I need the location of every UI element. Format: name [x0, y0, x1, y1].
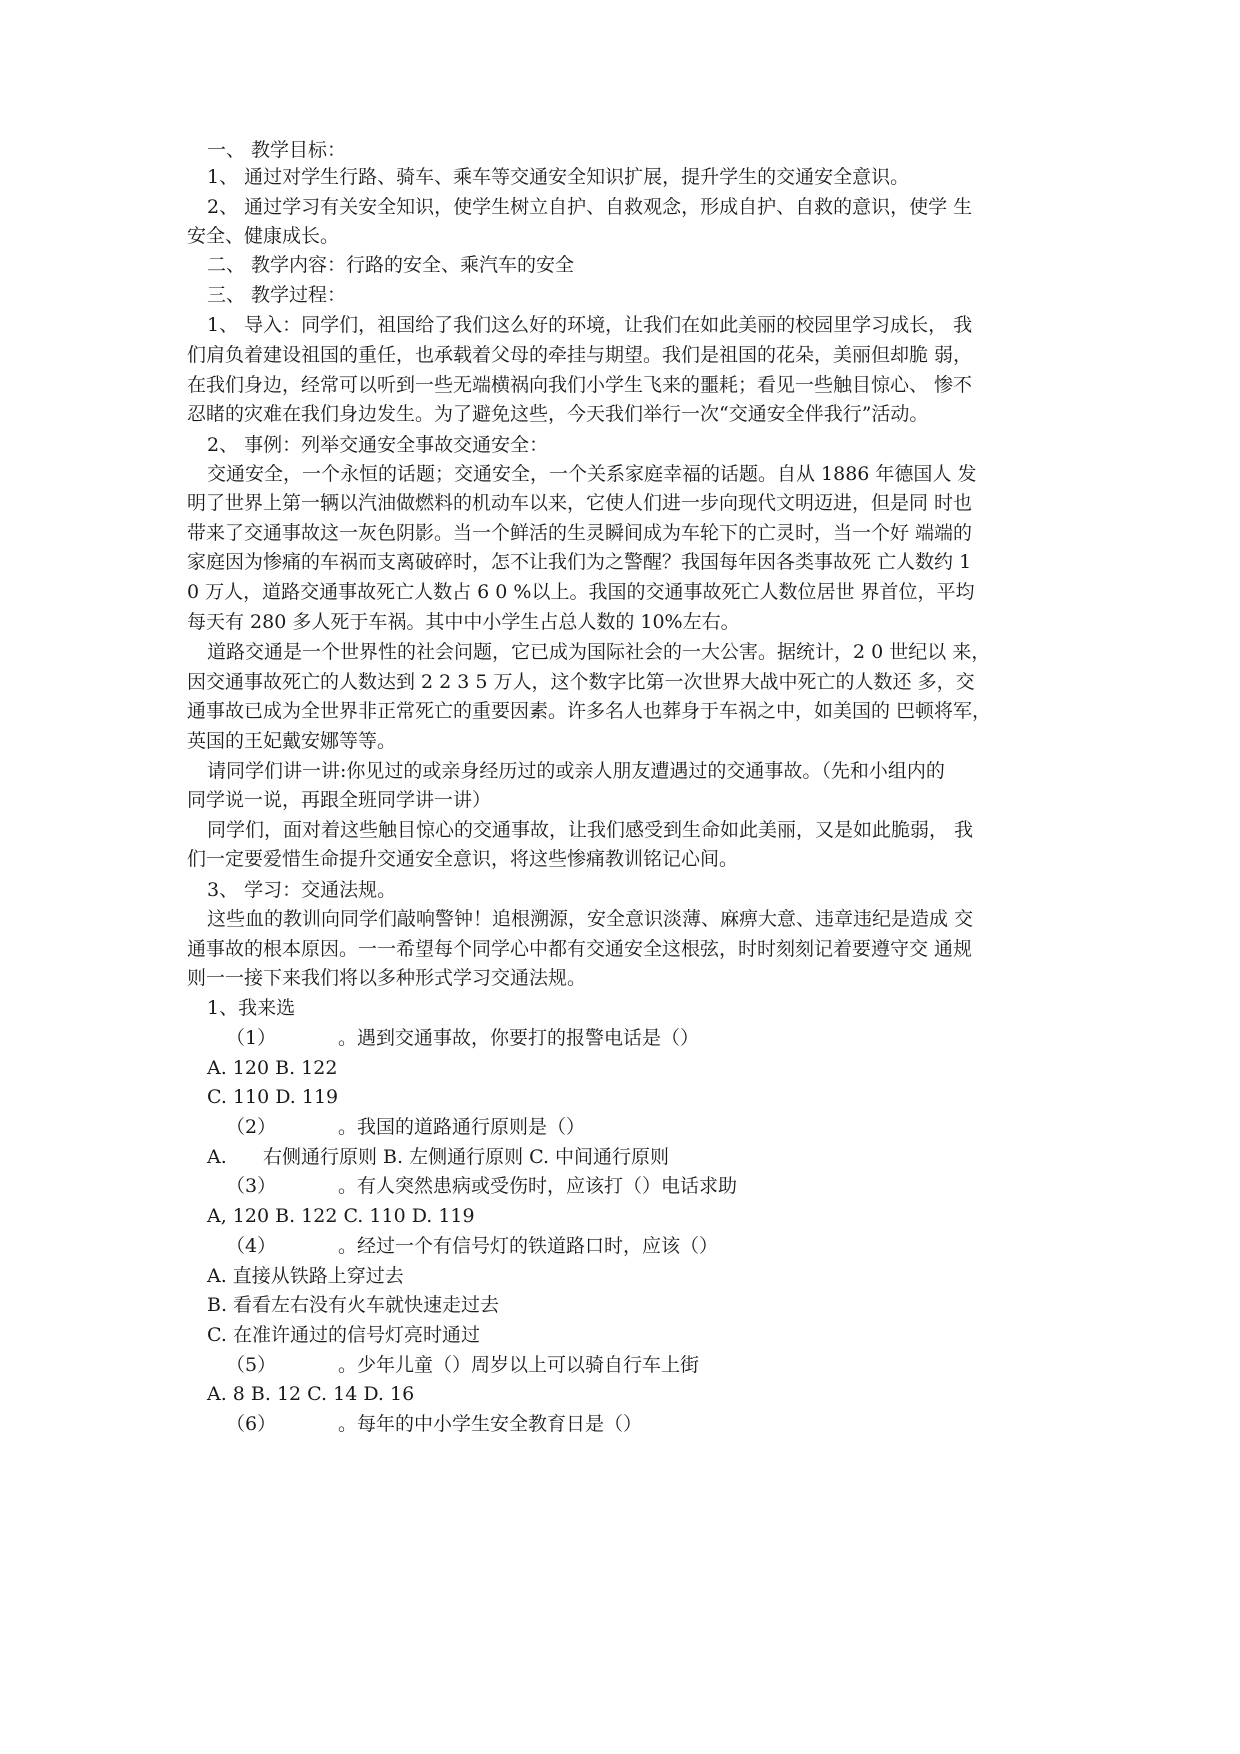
- question-3-options: A, 120 B. 122 C. 110 D. 119: [207, 1205, 475, 1227]
- question-4-option-a: A. 直接从铁路上穿过去: [207, 1265, 404, 1287]
- discussion-line-2: 同学说一说，再跟全班同学讲一讲）: [187, 789, 492, 811]
- example-heading: 2、 事例：列举交通安全事故交通安全：: [207, 434, 549, 456]
- example-para2-line-3: 通事故已成为全世界非正常死亡的重要因素。许多名人也葬身于车祸之中，如美国的 巴顿将军，: [187, 700, 992, 722]
- example-para1-line-1: 交通安全，一个永恒的话题；交通安全，一个关系家庭幸福的话题。自从 1886 年德国人 发: [207, 463, 977, 485]
- question-text: 。每年的中小学生安全教育日是（）: [338, 1413, 643, 1435]
- option-letter: A.: [207, 1146, 227, 1168]
- question-text: 。少年儿童（）周岁以上可以骑自行车上街: [338, 1354, 700, 1376]
- example-para1-line-6: 每天有 280 多人死于车祸。其中中小学生占总人数的 10%左右。: [187, 611, 740, 633]
- question-4-option-b: B. 看看左右没有火车就快速走过去: [207, 1294, 500, 1316]
- intro-line-4: 忍睹的灾难在我们身边发生。为了避免这些，今天我们举行一次“交通安全伴我行”活动。: [187, 403, 929, 425]
- example-para2-line-2: 因交通事故死亡的人数达到 2 2 3 5 万人，这个数字比第一次世界大战中死亡的人数还 多，交: [187, 671, 975, 693]
- quiz-heading: 1、我来选: [207, 997, 296, 1019]
- study-para-line-1: 这些血的教训向同学们敲响警钟！追根溯源，安全意识淡薄、麻痹大意、违章违纪是造成 交: [207, 908, 974, 930]
- section-heading-content: 二、 教学内容：行路的安全、乘汽车的安全: [207, 254, 575, 276]
- study-para-line-2: 通事故的根本原因。一一希望每个同学心中都有交通安全这根弦，时时刻刻记着要遵守交 通规: [187, 938, 973, 960]
- example-para2-line-1: 道路交通是一个世界性的社会问题，它已成为国际社会的一大公害。据统计，2 0 世纪以 来，: [207, 641, 991, 663]
- intro-line-1: 1、 导入：同学们，祖国给了我们这么好的环境，让我们在如此美丽的校园里学习成长， 我: [207, 314, 973, 336]
- goal-2-cont: 安全、健康成长。: [187, 225, 340, 247]
- intro-line-3: 在我们身边，经常可以听到一些无端横祸向我们小学生飞来的噩耗；看见一些触目惊心、 惨不: [187, 374, 973, 396]
- question-6: [226, 1410, 642, 1438]
- question-4: [226, 1232, 718, 1260]
- question-number: （5）: [226, 1354, 277, 1376]
- question-number: （4）: [226, 1235, 277, 1257]
- reflection-line-2: 们一定要爱惜生命提升交通安全意识，将这些惨痛教训铭记心间。: [187, 848, 739, 870]
- discussion-line-1: 请同学们讲一讲:你见过的或亲身经历过的或亲人朋友遭遇过的交通事故。（先和小组内的: [207, 760, 945, 782]
- example-para1-line-4: 家庭因为惨痛的车祸而支离破碎时，怎不让我们为之警醒？我国每年因各类事故死 亡人数约 1: [187, 551, 972, 573]
- example-para1-line-3: 带来了交通事故这一灰色阴影。当一个鲜活的生灵瞬间成为车轮下的亡灵时，当一个好 端端的: [187, 522, 973, 544]
- question-number: （2）: [226, 1116, 277, 1138]
- study-para-line-3: 则一一接下来我们将以多种形式学习交通法规。: [187, 967, 587, 989]
- reflection-line-1: 同学们，面对着这些触目惊心的交通事故，让我们感受到生命如此美丽，又是如此脆弱， 我: [207, 819, 974, 841]
- question-1: [226, 1024, 699, 1052]
- question-1-options-ab: A. 120 B. 122: [207, 1057, 338, 1079]
- question-5: [226, 1351, 699, 1379]
- question-5-options: A. 8 B. 12 C. 14 D. 16: [207, 1383, 415, 1405]
- goal-2: 2、 通过学习有关安全知识，使学生树立自护、自救观念，形成自护、自救的意识，使学 生: [207, 196, 973, 218]
- question-2-options: [207, 1143, 669, 1171]
- example-para1-line-2: 明了世界上第一辆以汽油做燃料的机动车以来，它使人们进一步向现代文明迈进，但是同 时也: [187, 492, 973, 514]
- question-number: （3）: [226, 1175, 277, 1197]
- study-heading: 3、 学习：交通法规。: [207, 879, 397, 901]
- section-heading-goals: 一、 教学目标：: [207, 139, 347, 161]
- question-3: [226, 1172, 737, 1200]
- example-para2-line-4: 英国的王妃戴安娜等等。: [187, 730, 397, 752]
- question-2: [226, 1113, 585, 1141]
- question-text: 。经过一个有信号灯的铁道路口时，应该（）: [338, 1235, 719, 1257]
- goal-1: 1、 通过对学生行路、骑车、乘车等交通安全知识扩展，提升学生的交通安全意识。: [207, 166, 910, 188]
- question-number: （1）: [226, 1027, 277, 1049]
- question-text: 。有人突然患病或受伤时，应该打（）电话求助: [338, 1175, 738, 1197]
- question-text: 。我国的道路通行原则是（）: [338, 1116, 586, 1138]
- question-number: （6）: [226, 1413, 277, 1435]
- question-text: 。遇到交通事故，你要打的报警电话是（）: [338, 1027, 700, 1049]
- intro-line-2: 们肩负着建设祖国的重任，也承载着父母的牵挂与期望。我们是祖国的花朵，美丽但却脆 弱，: [187, 344, 973, 366]
- option-text: 右侧通行原则 B. 左侧通行原则 C. 中间通行原则: [263, 1146, 670, 1168]
- section-heading-process: 三、 教学过程：: [207, 284, 347, 306]
- question-1-options-cd: C. 110 D. 119: [207, 1086, 339, 1108]
- question-4-option-c: C. 在准许通过的信号灯亮时通过: [207, 1324, 480, 1346]
- example-para1-line-5: 0 万人，道路交通事故死亡人数占 6 0 %以上。我国的交通事故死亡人数位居世 界首位，平均: [187, 581, 975, 603]
